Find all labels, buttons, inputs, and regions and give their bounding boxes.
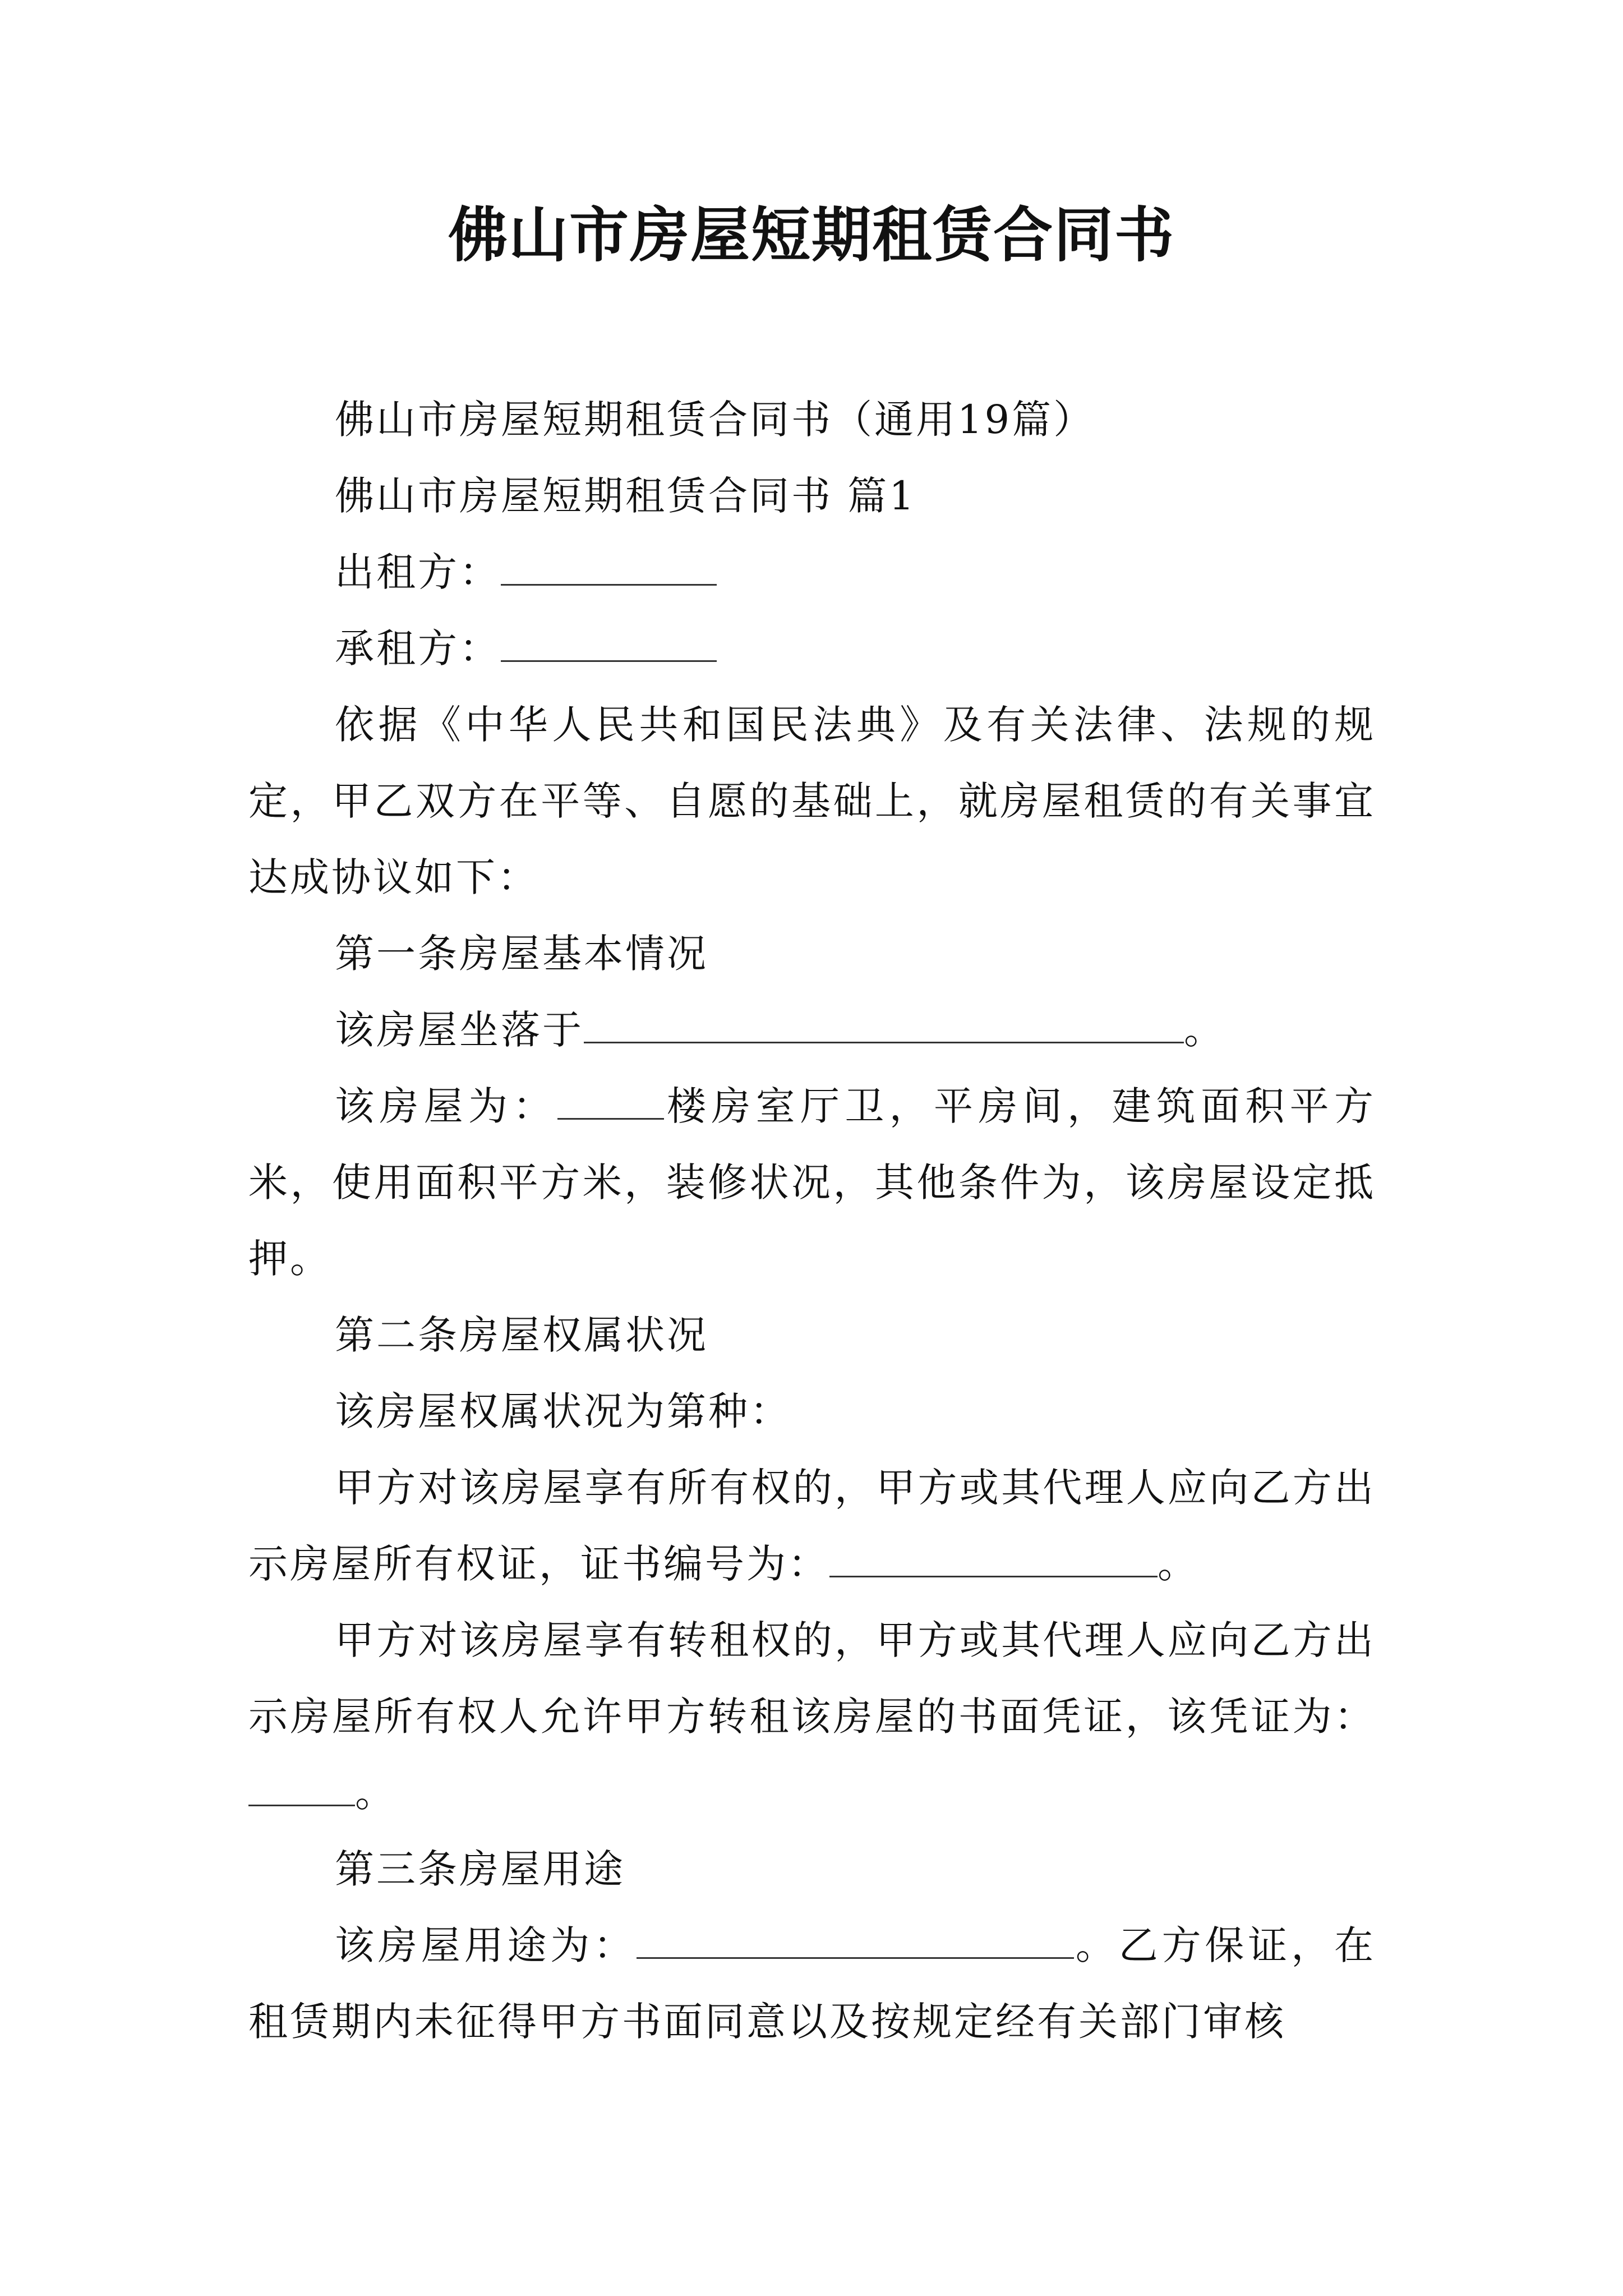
- usage-paragraph: [248, 1907, 1376, 2060]
- ownership-type-line: 该房屋权属状况为第种：: [335, 1388, 791, 1434]
- lessee-blank[interactable]: [501, 627, 717, 662]
- article-1-heading: 第一条房屋基本情况: [335, 931, 708, 977]
- sublease-voucher-blank[interactable]: [248, 1771, 355, 1806]
- article-3-heading: 第三条房屋用途: [335, 1846, 625, 1892]
- usage-text: 。乙方保证，在租赁期内未征得甲方书面同意以及按规定经有关部门审核: [248, 1922, 1376, 2045]
- preamble-paragraph: 依据《中华人民共和国民法典》及有关法律、法规的规定，甲乙双方在平等、自愿的基础上，就房屋租赁的有关事宜达成协议如下：: [248, 702, 1376, 900]
- ownership-end: 。: [1158, 1541, 1199, 1587]
- certificate-number-blank[interactable]: [829, 1542, 1158, 1577]
- document-body: [248, 381, 1376, 2060]
- ownership-text: 甲方对该房屋享有所有权的，甲方或其代理人应向乙方出示房屋所有权证，证书编号为：: [248, 1465, 1376, 1587]
- ownership-paragraph: [248, 1450, 1376, 1602]
- sublease-end: 。: [355, 1770, 396, 1816]
- lessee-label: 承租方：: [335, 625, 501, 671]
- house-type-blank[interactable]: [557, 1084, 664, 1120]
- location-blank[interactable]: [584, 1008, 1184, 1043]
- sublease-text: 甲方对该房屋享有转租权的，甲方或其代理人应向乙方出示房屋所有权人允许甲方转租该房屋的书面凭证，该凭证为：: [248, 1617, 1376, 1740]
- house-description-text: 楼房室厅卫，平房间，建筑面积平方米，使用面积平方米，装修状况，其他条件为，该房屋设定抵押。: [248, 1083, 1376, 1282]
- house-description-label: 该房屋为：: [335, 1083, 557, 1129]
- lessor-label: 出租方：: [335, 549, 501, 595]
- collection-heading: 佛山市房屋短期租赁合同书（通用19篇）: [335, 397, 1095, 443]
- house-description-paragraph: [248, 1068, 1376, 1297]
- article-2-heading: 第二条房屋权属状况: [335, 1312, 708, 1358]
- location-end: 。: [1184, 1007, 1225, 1053]
- usage-blank[interactable]: [637, 1924, 1074, 1959]
- lessee-line: [248, 610, 1376, 687]
- sublease-paragraph: [248, 1602, 1376, 1831]
- location-line: [248, 992, 1376, 1068]
- lessor-blank[interactable]: [501, 550, 717, 586]
- lessor-line: [248, 534, 1376, 610]
- chapter-heading: 佛山市房屋短期租赁合同书 篇1: [335, 473, 916, 519]
- location-label: 该房屋坐落于: [335, 1007, 584, 1053]
- usage-label: 该房屋用途为：: [335, 1922, 637, 1968]
- document-title: 佛山市房屋短期租赁合同书: [448, 201, 1175, 270]
